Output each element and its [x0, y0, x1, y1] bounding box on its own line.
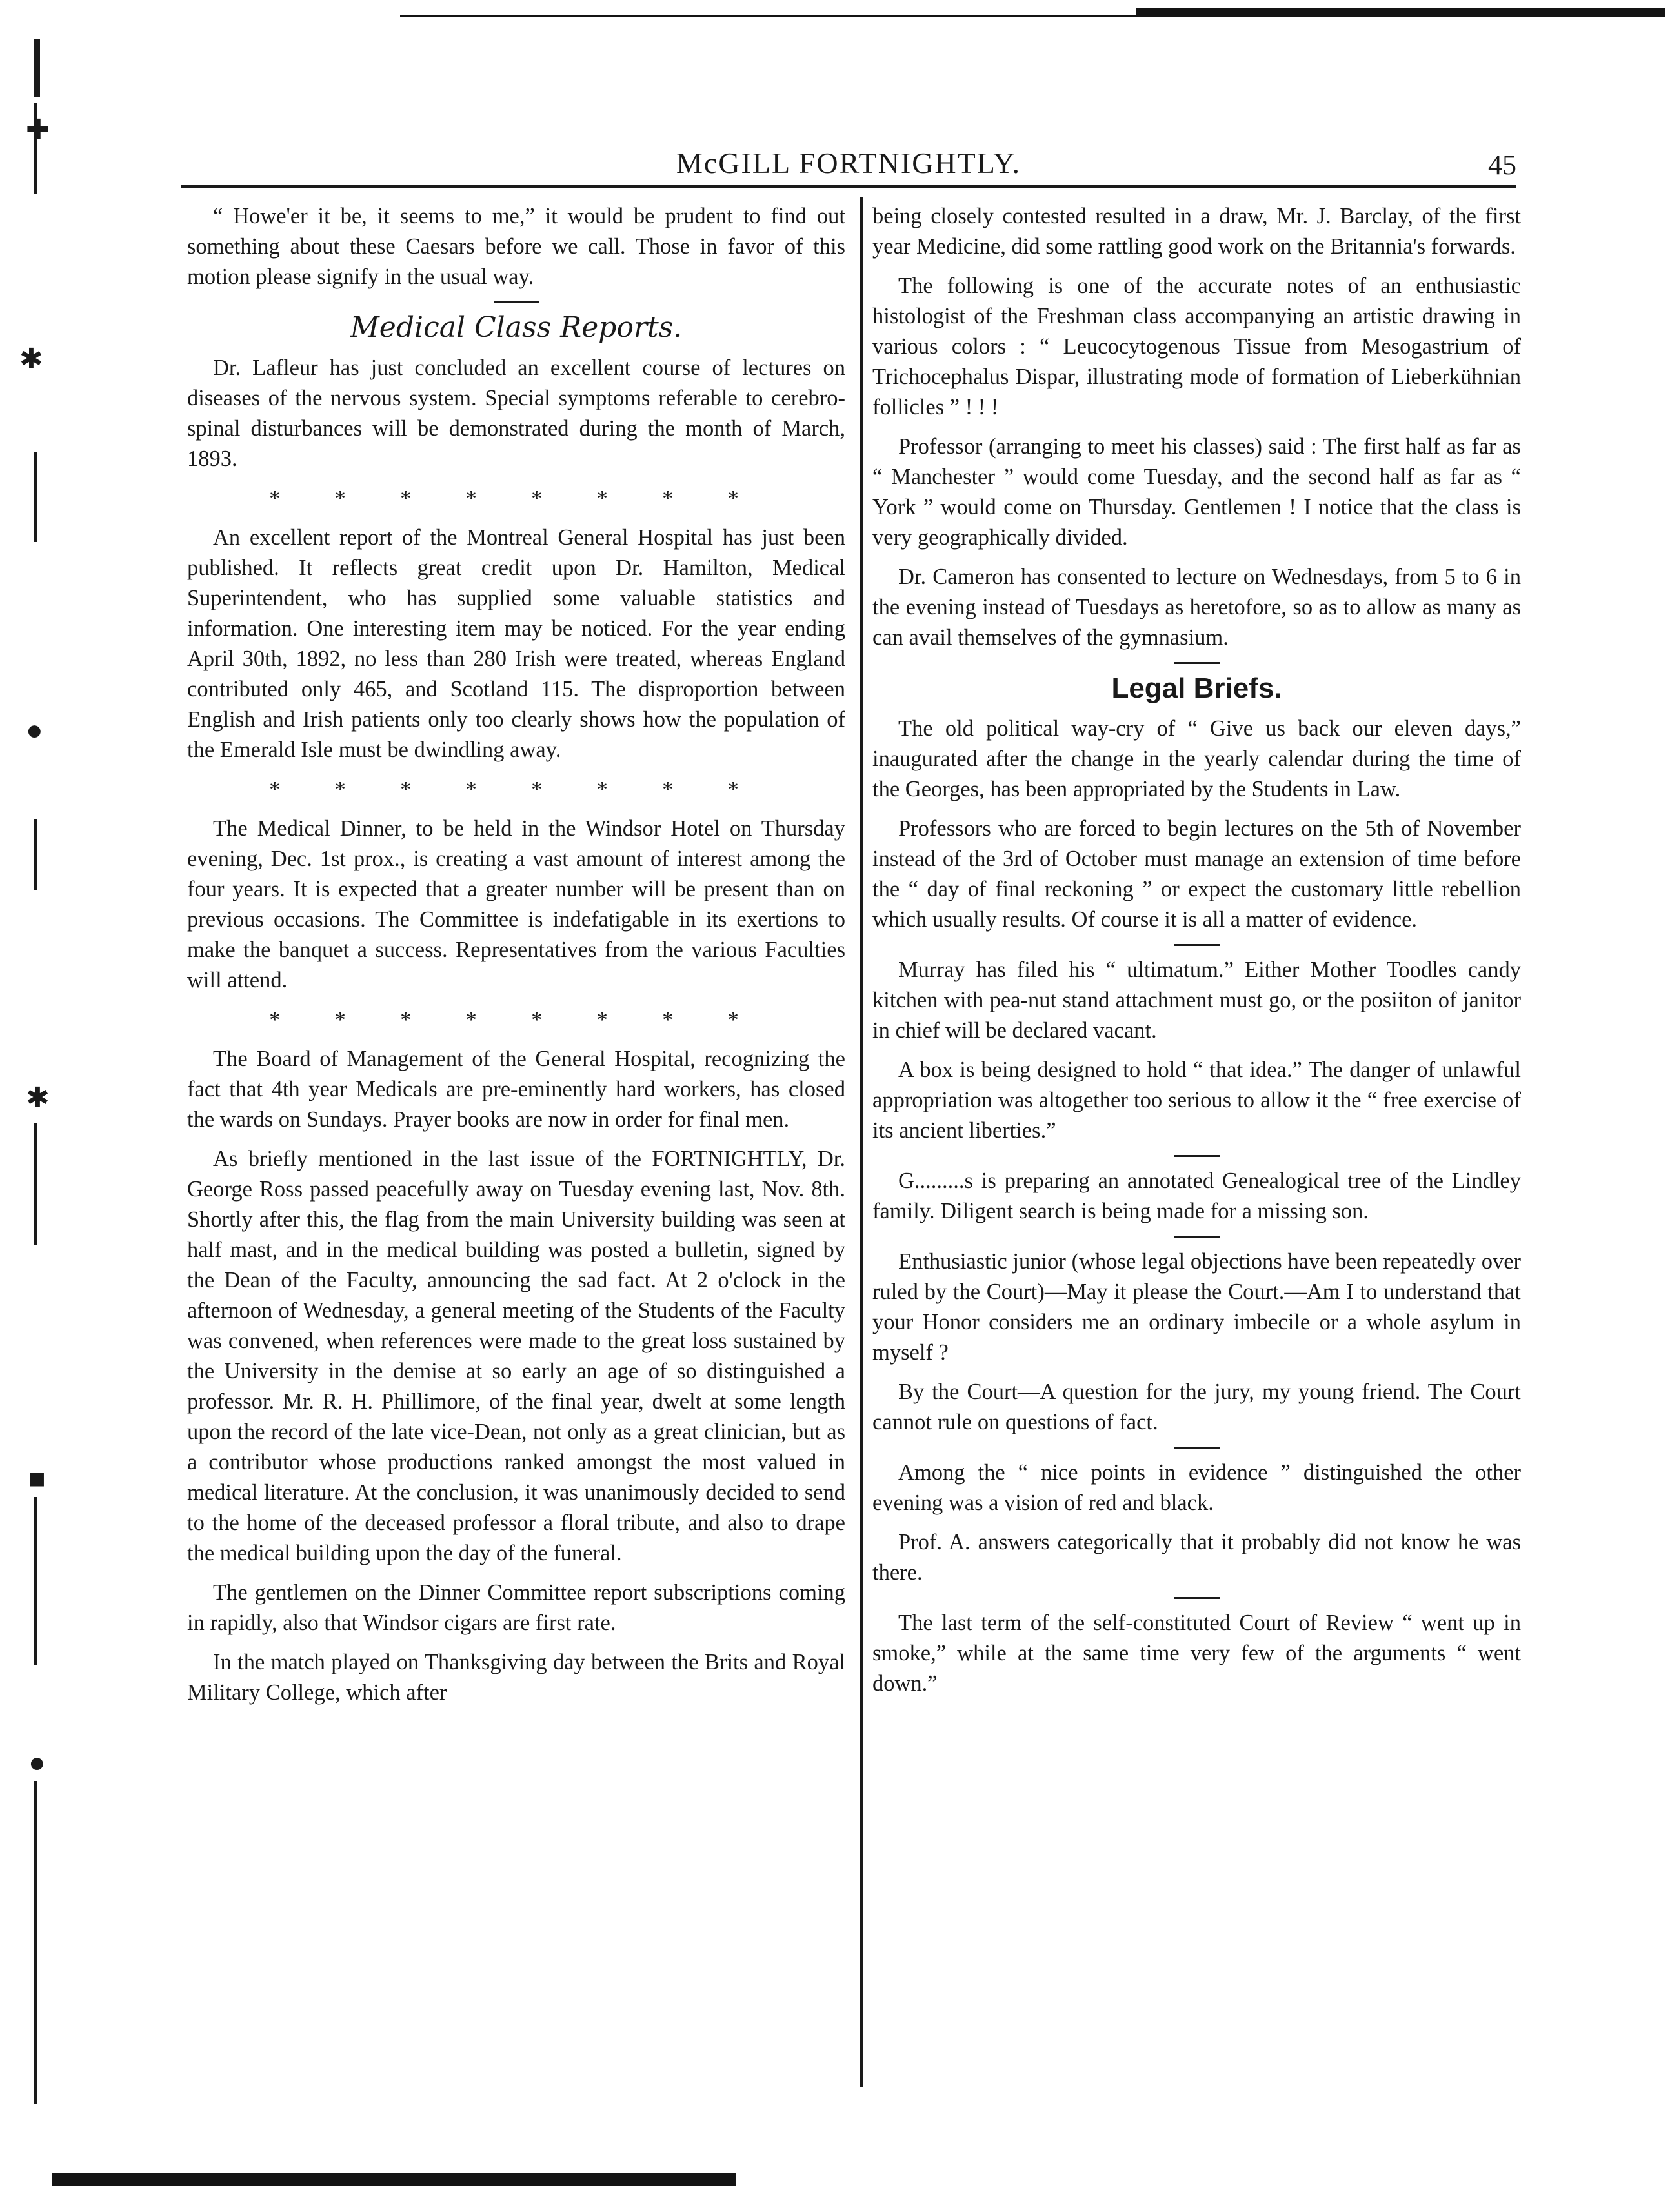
binding-blob-5: ■: [28, 1463, 46, 1494]
binding-mark-5: [34, 1123, 37, 1245]
paragraph: being closely contested resulted in a draw, Mr. J. Barclay, of the first year Medicine, did some rattling good work on the Britannia's forwards.: [872, 204, 1521, 259]
section-rule: [1174, 944, 1220, 946]
paragraph: A box is being designed to hold “ that idea.” The danger of unlawful appropriation was altogether too serious to allow it the “ free exercise of its ancient liberties.”: [872, 1058, 1521, 1143]
header-rule: [181, 185, 1516, 188]
running-head: [181, 141, 1516, 186]
section-heading-legal: Legal Briefs.: [1111, 672, 1282, 704]
binding-mark-3: [34, 452, 37, 542]
paragraph: Dr. Cameron has consented to lecture on Wednesdays, from 5 to 6 in the evening instead of Tuesdays as heretofore, so as to allow as many as can avail themselves of the gymnasium.: [872, 565, 1521, 650]
binding-mark-4: [34, 819, 37, 890]
paragraph: The Medical Dinner, to be held in the Windsor Hotel on Thursday evening, Dec. 1st prox., is creating a vast amount of interest among the four years. It is expected that a greater number will be present than on previous occasions. The Committee is indefatigable in its exertions to make the banquet a success. Representatives from the various Faculties will attend.: [187, 816, 845, 992]
asterism: * * * * * * * *: [269, 487, 763, 510]
journal-title: McGILL FORTNIGHTLY.: [676, 146, 1021, 179]
binding-mark-7: [34, 1781, 37, 2104]
paragraph: Professor (arranging to meet his classes) said : The first half as far as “ Manchester ” would come Tuesday, and the second half as far as “ York ” would come on Thursday. Gentlemen ! I notice that the class is very geographically divided.: [872, 434, 1521, 550]
paragraph: An excellent report of the Montreal General Hospital has just been published. It reflects great credit upon Dr. Hamilton, Medical Superintendent, who has supplied some valuable statistics and information. One interesting item may be noticed. For the year ending April 30th, 1892, no less than 280 Irish were treated, whereas England contributed only 465, and Scotland 115. The disproportion between English and Irish patients only too clearly shows how the population of the Emerald Isle must be dwindling away.: [187, 525, 845, 762]
section-rule: [1174, 1447, 1220, 1449]
paragraph: Prof. A. answers categorically that it probably did not know he was there.: [872, 1530, 1521, 1585]
right-column: [872, 201, 1521, 1708]
paragraph: The old political way-cry of “ Give us back our eleven days,” inaugurated after the change in the yearly calendar during the time of the Georges, has been appropriated by the Students in Law.: [872, 716, 1521, 801]
section-rule: [1174, 662, 1220, 664]
paragraph: The following is one of the accurate notes of an enthusiastic histologist of the Freshman class accompanying an artistic drawing in various colors : “ Leucocytogenous Tissue from Mesogastrium of Trichocephalus Dispar, illustrating mode of formation of Lieberkühnian follicles ” ! ! !: [872, 274, 1521, 419]
asterism: * * * * * * * *: [269, 1008, 763, 1032]
binding-blob-6: ●: [28, 1747, 46, 1778]
paragraph: “ Howe'er it be, it seems to me,” it would be prudent to find out something about these Caesars before we call. Those in favor of this motion please signify in the usual way.: [187, 204, 845, 289]
binding-blob-2: ✱: [19, 343, 43, 375]
binding-blob-4: ✱: [26, 1082, 50, 1114]
paragraph: The Board of Management of the General Hospital, recognizing the fact that 4th year Medicals are pre-eminently hard workers, has closed the wards on Sundays. Prayer books are now in order for final men.: [187, 1047, 845, 1132]
paragraph: The last term of the self-constituted Court of Review “ went up in smoke,” while at the same time very few of the arguments “ went down.”: [872, 1611, 1521, 1696]
section-rule: [1174, 1597, 1220, 1599]
paragraph: In the match played on Thanksgiving day between the Brits and Royal Military College, which after: [187, 1650, 845, 1705]
section-rule: [1174, 1155, 1220, 1157]
section-rule: [494, 301, 539, 303]
paragraph: Murray has filed his “ ultimatum.” Either Mother Toodles candy kitchen with pea-nut stand attachment must go, or the posiiton of janitor in chief will be declared vacant.: [872, 958, 1521, 1043]
paragraph: The gentlemen on the Dinner Committee report subscriptions coming in rapidly, also that Windsor cigars are first rate.: [187, 1580, 845, 1635]
binding-blob-3: ●: [26, 714, 43, 746]
paragraph: As briefly mentioned in the last issue of the FORTNIGHTLY, Dr. George Ross passed peacefully away on Tuesday evening last, Nov. 8th. Shortly after this, the flag from the main University building was seen at half mast, and in the medical building was posted a bulletin, signed by the Dean of the Faculty, announcing the sad fact. At 2 o'clock in the afternoon of Wednesday, a general meeting of the Students of the Faculty was convened, when references were made to the great loss sustained by the University in the demise at so early an age of so distinguished a professor. Mr. R. H. Phillimore, of the final year, dwelt at some length upon the record of the late vice-Dean, not only as a great clinician, but as a contributor whose productions ranked amongst the most valued in medical literature. At the conclusion, it was unanimously decided to send to the home of the deceased professor a floral tribute, and also to drape the medical building upon the day of the funeral.: [187, 1147, 845, 1565]
paragraph: G.........s is preparing an annotated Genealogical tree of the Lindley family. Diligent search is being made for a missing son.: [872, 1169, 1521, 1223]
asterism: * * * * * * * *: [269, 778, 763, 801]
paragraph: Professors who are forced to begin lectures on the 5th of November instead of the 3rd of October must manage an extension of time before the “ day of final reckoning ” or expect the customary little rebellion which usually results. Of course it is all a matter of evidence.: [872, 816, 1521, 932]
column-divider: [860, 197, 863, 2087]
paragraph: Dr. Lafleur has just concluded an excellent course of lectures on diseases of the nervous system. Special symptoms referable to cerebro-spinal disturbances will be demonstrated during the month of March, 1893.: [187, 356, 845, 471]
page-number: 45: [1488, 149, 1516, 181]
paragraph: Among the “ nice points in evidence ” distinguished the other evening was a vision of red and black.: [872, 1460, 1521, 1515]
binding-mark-1: [34, 39, 40, 97]
scan-edge-bar-top: [1136, 8, 1665, 17]
scan-edge-bar-bottom: [52, 2173, 736, 2186]
scan-edge-line-top: [400, 15, 1149, 17]
binding-mark-6: [34, 1497, 37, 1665]
section-heading-medical: Medical Class Reports.: [350, 311, 683, 344]
left-column: [187, 201, 845, 1717]
binding-blob-1: ✚: [26, 114, 50, 146]
section-rule: [1174, 1236, 1220, 1238]
paragraph: Enthusiastic junior (whose legal objections have been repeatedly over ruled by the Court)—May it please the Court.—Am I to understand that your Honor considers me an ordinary imbecile or a whole asylum in myself ?: [872, 1249, 1521, 1365]
paragraph: By the Court—A question for the jury, my young friend. The Court cannot rule on questions of fact.: [872, 1380, 1521, 1434]
